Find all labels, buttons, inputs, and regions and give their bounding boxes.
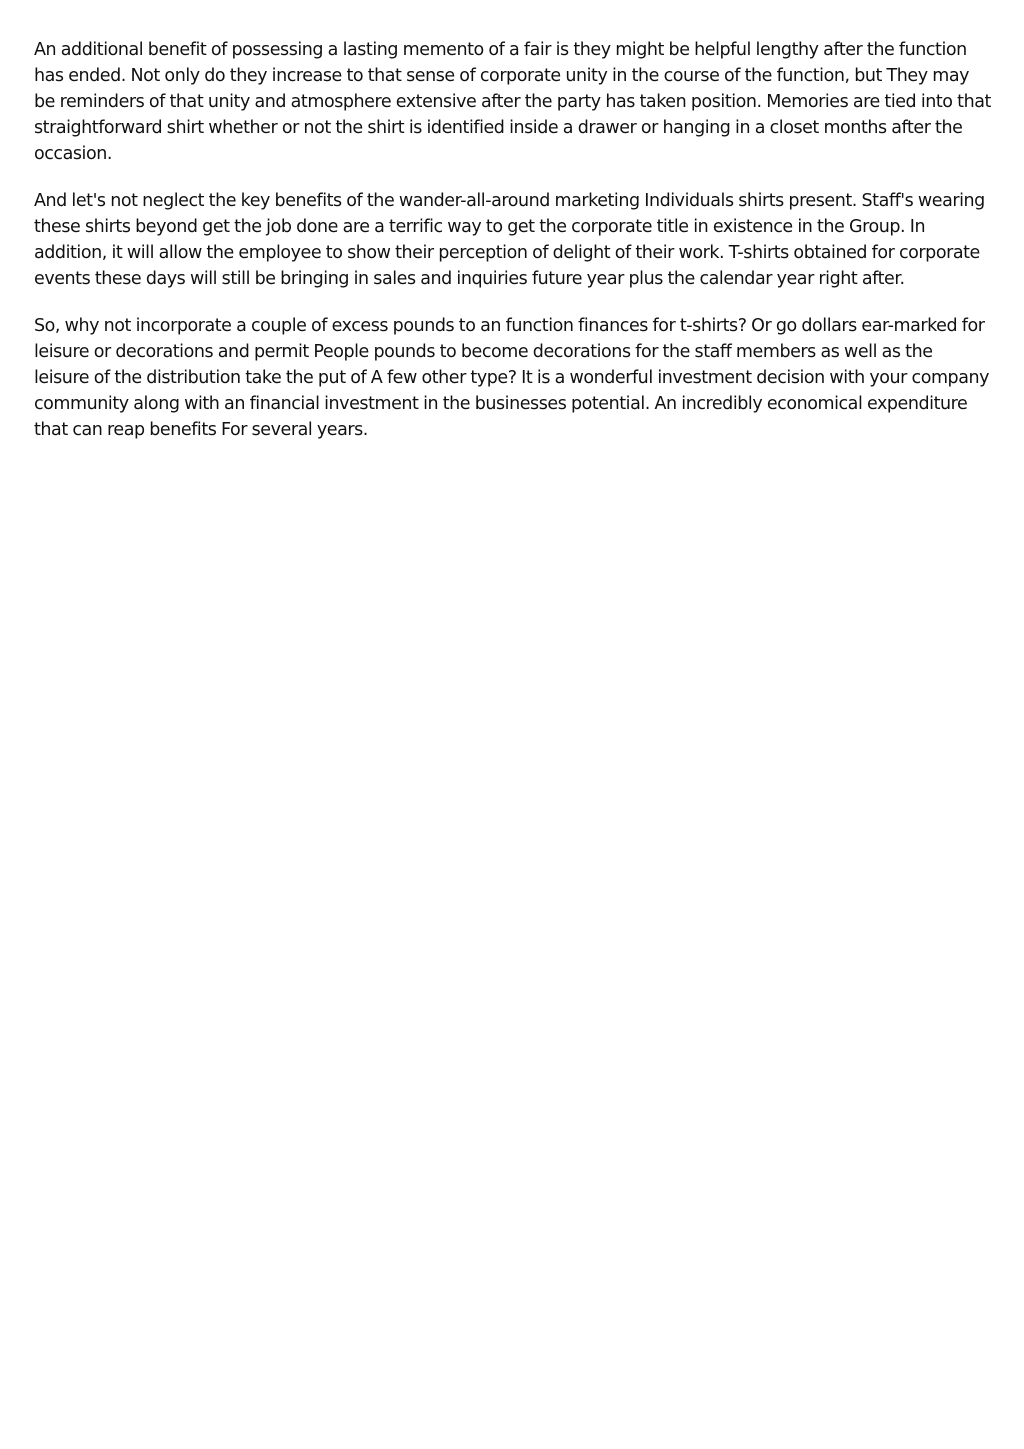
paragraph-3: So, why not incorporate a couple of excess pounds to an function finances for t-shirts? Or go dollars ear-marked for leisure or decorations and permit People pounds to become decorations for the staff members as well as the leisure of the distribution take the put of A few other type? It is a wonderful investment decision with your company community along with an financial investment in the businesses potential. An incredibly economical expenditure that can reap benefits For several years. — [34, 316, 990, 440]
paragraph-1: An additional benefit of possessing a lasting memento of a fair is they might be helpful lengthy after the function has ended. Not only do they increase to that sense of corporate unity in the course of the function, but They may be reminders of that unity and atmosphere extensive after the party has taken position. Memories are tied into that straightforward shirt whether or not the shirt is identified inside a drawer or hanging in a closet months after the occasion. — [34, 40, 991, 164]
document-page — [34, 37, 992, 464]
paragraph-2: And let's not neglect the key benefits of the wander-all-around marketing Individuals shirts present. Staff's wearing these shirts beyond get the job done are a terrific way to get the corporate title in existence in the Group. In addition, it will allow the employee to show their perception of delight of their work. T-shirts obtained for corporate events these days will still be bringing in sales and inquiries future year plus the calendar year right after. — [34, 191, 985, 289]
